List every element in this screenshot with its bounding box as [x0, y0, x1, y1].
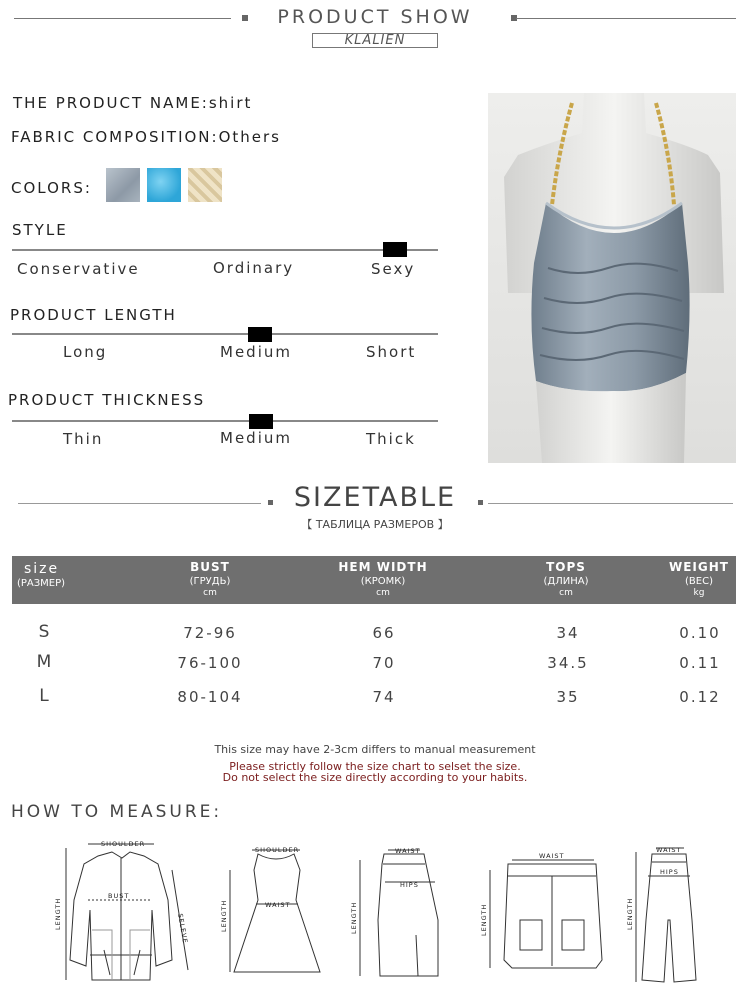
table-cell-weight: 0.12 [679, 688, 721, 706]
style-option-sexy: Sexy [371, 260, 416, 278]
label-shoulder-2: SHOULDER [255, 846, 300, 854]
product-name: THE PRODUCT NAME:shirt [13, 94, 253, 112]
length-scale [12, 333, 438, 335]
style-scale [12, 249, 438, 251]
label-waist-3: WAIST [539, 852, 565, 860]
measurement-note: This size may have 2-3cm differs to manual measurement [214, 743, 536, 756]
table-header [12, 556, 736, 604]
label-sleeve: SELEVE [176, 912, 190, 945]
column-header-size: size (РАЗМЕР) [17, 561, 66, 589]
table-cell-tops: 34 [556, 624, 580, 642]
jacket-diagram [66, 844, 188, 980]
column-header-bust: BUST (ГРУДЬ) cm [189, 560, 231, 598]
size-warning-1: Please strictly follow the size chart to selset the size. [229, 760, 521, 773]
thickness-label: PRODUCT THICKNESS [8, 391, 206, 409]
length-marker [248, 327, 272, 342]
fabric-composition: FABRIC COMPOSITION:Others [11, 128, 281, 146]
table-cell-size: M [36, 652, 54, 672]
dress-diagram [230, 850, 320, 972]
sizetable-rule-right [488, 503, 733, 504]
label-hips-2: HIPS [660, 868, 679, 876]
column-header-hem-width: HEM WIDTH (КРОМК) cm [338, 560, 428, 598]
length-option-short: Short [366, 343, 417, 361]
product-photo [488, 93, 736, 463]
label-bust: BUST [108, 892, 130, 900]
style-marker [383, 242, 407, 257]
sizetable-subtitle: 【 ТАБЛИЦА РАЗМЕРОВ 】 [301, 518, 449, 531]
skirt-diagram [360, 850, 438, 976]
table-cell-size: S [38, 622, 52, 642]
style-label: STYLE [12, 221, 68, 239]
table-cell-tops: 34.5 [547, 654, 589, 672]
label-length-4: LENGTH [480, 903, 488, 936]
label-waist-2: WAIST [395, 847, 421, 855]
thickness-scale [12, 420, 438, 422]
label-shoulder-1: SHOULDER [101, 840, 146, 848]
how-to-measure-title: HOW TO MEASURE: [11, 802, 223, 822]
table-cell-weight: 0.10 [679, 624, 721, 642]
label-length-3: LENGTH [350, 901, 358, 934]
label-waist-4: WAIST [656, 846, 682, 854]
style-option-conservative: Conservative [17, 260, 140, 278]
label-length-5: LENGTH [626, 897, 634, 930]
table-cell-hem-width: 66 [372, 624, 396, 642]
brand-name: KLALIEN [312, 33, 438, 48]
table-cell-bust: 80-104 [177, 688, 243, 706]
sizetable-title: SIZETABLE [293, 482, 457, 513]
table-cell-weight: 0.11 [679, 654, 721, 672]
color-swatch-blue[interactable] [147, 168, 181, 202]
length-option-long: Long [63, 343, 108, 361]
table-cell-hem-width: 70 [372, 654, 396, 672]
page-title: PRODUCT SHOW [277, 6, 473, 28]
style-option-ordinary: Ordinary [213, 259, 295, 277]
table-cell-tops: 35 [556, 688, 580, 706]
shorts-diagram [490, 860, 602, 968]
thickness-option-thin: Thin [63, 430, 104, 448]
label-waist-1: WAIST [265, 901, 291, 909]
header-rule-right [516, 18, 736, 19]
table-cell-bust: 72-96 [183, 624, 237, 642]
label-length-2: LENGTH [220, 899, 228, 932]
size-warning-2: Do not select the size directly according to your habits. [222, 771, 528, 784]
colors-label: COLORS: [11, 179, 92, 197]
column-header-weight: WEIGHT (ВЕС) kg [669, 560, 729, 598]
label-length-1: LENGTH [54, 897, 62, 930]
table-cell-size: L [39, 686, 51, 706]
thickness-marker [249, 414, 273, 429]
mannequin-illustration [488, 93, 736, 463]
label-hips-1: HIPS [400, 881, 419, 889]
thickness-option-thick: Thick [366, 430, 416, 448]
thickness-option-medium: Medium [220, 429, 292, 447]
table-cell-bust: 76-100 [177, 654, 243, 672]
length-option-medium: Medium [220, 343, 292, 361]
sizetable-dot-right [478, 500, 483, 505]
length-label: PRODUCT LENGTH [10, 306, 177, 324]
table-cell-hem-width: 74 [372, 688, 396, 706]
measurement-diagrams [0, 830, 750, 1000]
color-swatch-gray[interactable] [106, 168, 140, 202]
column-header-tops: TOPS (ДЛИНА) cm [543, 560, 589, 598]
color-swatch-beige[interactable] [188, 168, 222, 202]
